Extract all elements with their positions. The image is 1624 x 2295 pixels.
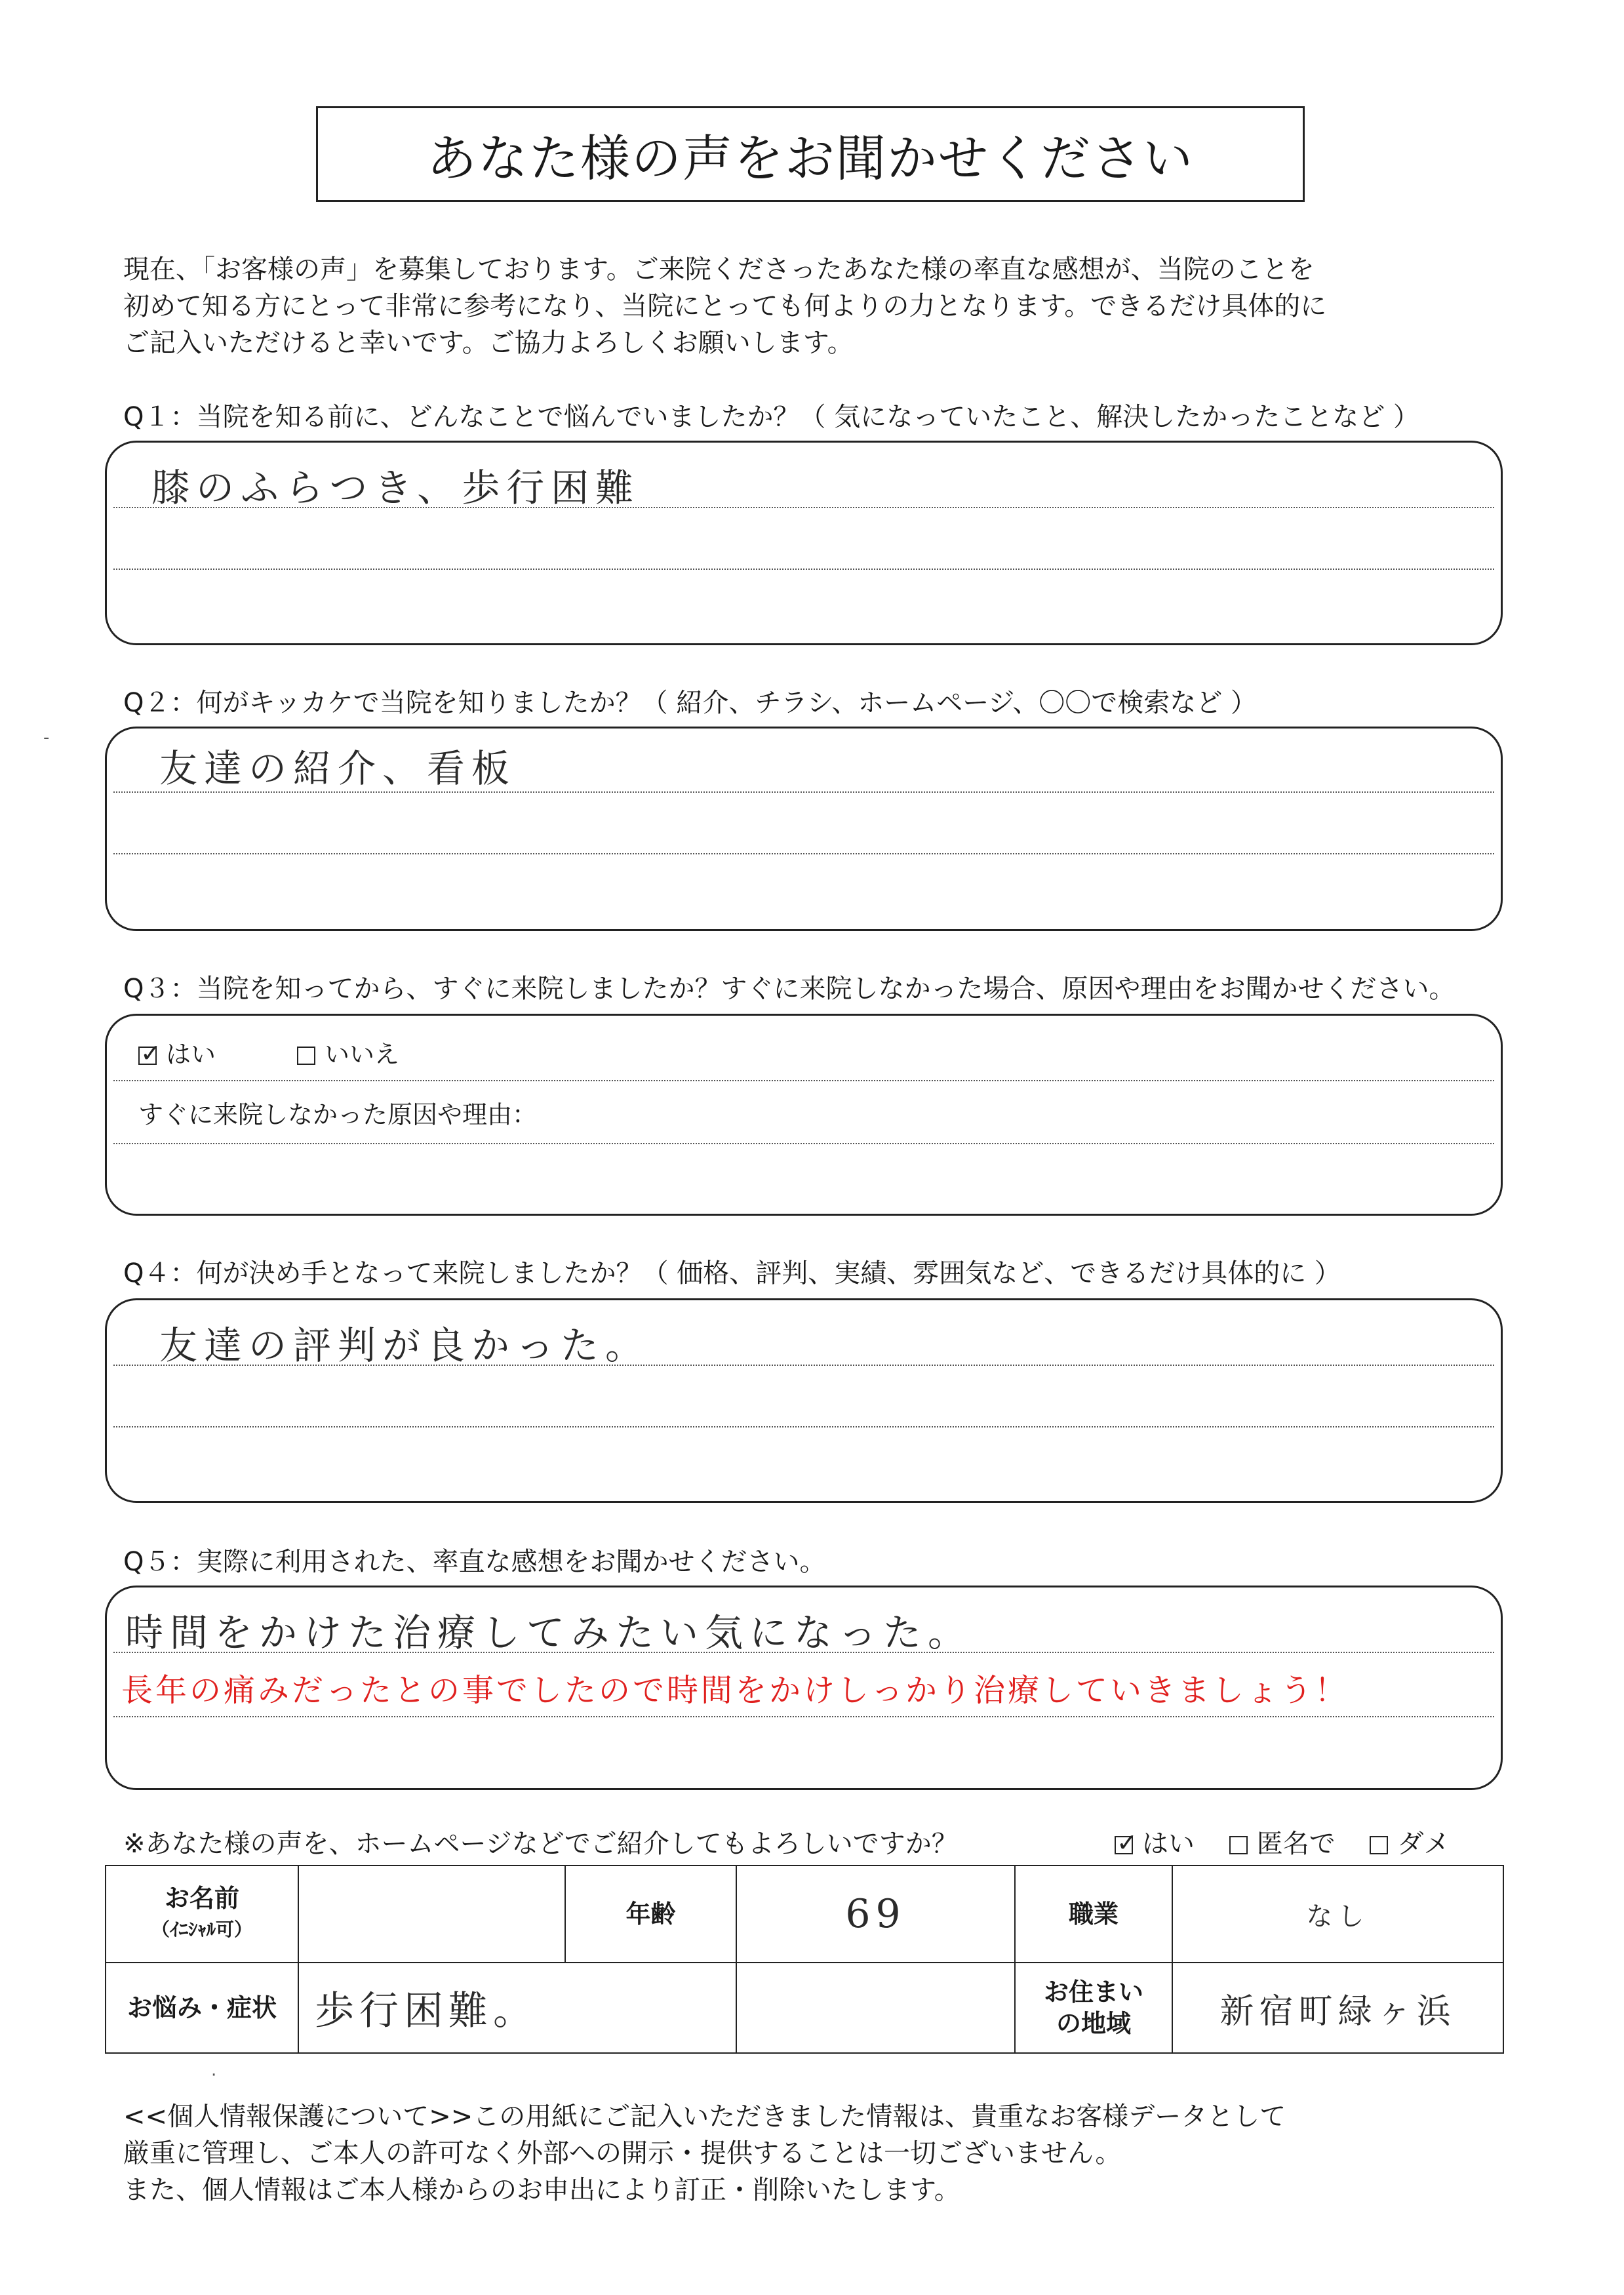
q2-answer-handwriting: 友達の紹介、看板 (159, 746, 517, 791)
intro-paragraph (123, 251, 1500, 361)
consent-option-no[interactable] (1370, 1829, 1450, 1859)
area-value[interactable]: 新宿町緑ヶ浜 (1172, 1963, 1503, 2053)
q3-option-yes[interactable] (138, 1034, 216, 1070)
consent-option-anonymous-label: 匿名で (1256, 1829, 1336, 1859)
ruled-line (113, 853, 1494, 854)
privacy-line: 厳重に管理し、ご本人の許可なく外部への開示・提供することは一切ございません。 (123, 2138, 1122, 2168)
name-label-cell (106, 1866, 298, 1963)
intro-line: 現在、「お客様の声」を募集しております。ご来院くださったあなた様の率直な感想が、当院のことを (123, 254, 1315, 285)
checkbox-checked-icon[interactable] (1115, 1836, 1133, 1854)
symptom-value[interactable]: 歩行困難。 (298, 1963, 736, 2053)
q3-option-yes-label: はい (166, 1040, 216, 1069)
symptom-label: お悩み・症状 (106, 1963, 298, 2053)
job-label: 職業 (1015, 1866, 1172, 1963)
ruled-line (113, 1426, 1494, 1427)
q1-label: Q１：当院を知る前に、どんなことで悩んでいましたか？（ 気になっていたこと、解決したかったことなど ） (123, 402, 1419, 432)
scan-mark: · (211, 2066, 217, 2085)
privacy-notice (123, 2098, 1286, 2208)
consent-question: ※あなた様の声を、ホームページなどでご紹介してもよろしいですか？ (123, 1829, 958, 1859)
name-label: お名前 (164, 1884, 239, 1913)
title-box (316, 106, 1305, 202)
scan-mark: - (43, 728, 50, 748)
job-value[interactable]: なし (1172, 1866, 1503, 1963)
consent-option-yes[interactable] (1115, 1829, 1195, 1859)
q3-answer-box (105, 1014, 1503, 1216)
area-label-cell (1015, 1963, 1172, 2053)
q4-answer-box[interactable] (105, 1298, 1503, 1503)
q1-answer-box[interactable] (105, 441, 1503, 645)
ruled-line (113, 569, 1494, 570)
consent-option-anonymous[interactable] (1229, 1829, 1336, 1859)
page-title: あなた様の声をお聞かせください (427, 129, 1194, 188)
age-value[interactable]: 69 (736, 1866, 1015, 1963)
q3-reason-label: すぐに来院しなかった原因や理由： (138, 1100, 538, 1129)
consent-option-yes-label: はい (1142, 1829, 1195, 1859)
q4-label: Q４：何が決め手となって来院しましたか？（ 価格、評判、実績、雰囲気など、できるだけ具体的に ） (123, 1258, 1341, 1288)
q3-option-no-label: いいえ (325, 1040, 400, 1069)
privacy-line: また、個人情報はご本人様からのお申出により訂正・削除いたします。 (123, 2175, 961, 2205)
intro-line: 初めて知る方にとって非常に参考になり、当院にとっても何よりの力となります。できるだけ具体的に (123, 291, 1327, 321)
q5-answer-handwriting: 時間をかけた治療してみたい気になった。 (125, 1610, 973, 1655)
q1-answer-handwriting: 膝のふらつき、歩行困難 (151, 466, 641, 510)
q4-answer-handwriting: 友達の評判が良かった。 (159, 1323, 650, 1368)
name-value[interactable] (298, 1866, 565, 1963)
checkbox-icon[interactable] (297, 1047, 315, 1065)
q5-answer-box[interactable] (105, 1586, 1503, 1790)
q5-label: Q５：実際に利用された、率直な感想をお聞かせください。 (123, 1547, 826, 1577)
intro-line: ご記入いただけると幸いです。ご協力よろしくお願いします。 (123, 328, 854, 358)
q3-label: Q３：当院を知ってから、すぐに来院しましたか？すぐに来院しなかった場合、原因や理由をお聞かせください。 (123, 974, 1456, 1004)
ruled-line (113, 1716, 1494, 1717)
symptom-extra-value[interactable] (736, 1963, 1015, 2053)
q3-option-no[interactable] (297, 1034, 399, 1070)
age-label: 年齢 (565, 1866, 736, 1963)
name-sublabel: （ｲﾆｼｬﾙ可） (151, 1919, 252, 1940)
consent-options (1115, 1823, 1476, 1860)
q2-answer-box[interactable] (105, 727, 1503, 931)
q2-label: Q２：何がキッカケで当院を知りましたか？（ 紹介、チラシ、ホームページ、〇〇で検索など ） (123, 688, 1257, 718)
privacy-line: <<個人情報保護について>>この用紙にご記入いただきました情報は、貴重なお客様データとして (123, 2102, 1286, 2132)
q5-staff-reply: 長年の痛みだったとの事でしたので時間をかけしっかり治療していきましょう！ (121, 1672, 1349, 1709)
area-label-line2: の地域 (1056, 2009, 1131, 2038)
ruled-line (113, 1143, 1494, 1144)
checkbox-checked-icon[interactable] (138, 1047, 157, 1065)
consent-option-no-label: ダメ (1397, 1829, 1450, 1859)
ruled-line (113, 1080, 1494, 1081)
checkbox-icon[interactable] (1229, 1836, 1248, 1854)
area-label-line1: お住まい (1043, 1978, 1143, 2006)
customer-info-table (105, 1865, 1504, 2054)
checkbox-icon[interactable] (1370, 1836, 1388, 1854)
